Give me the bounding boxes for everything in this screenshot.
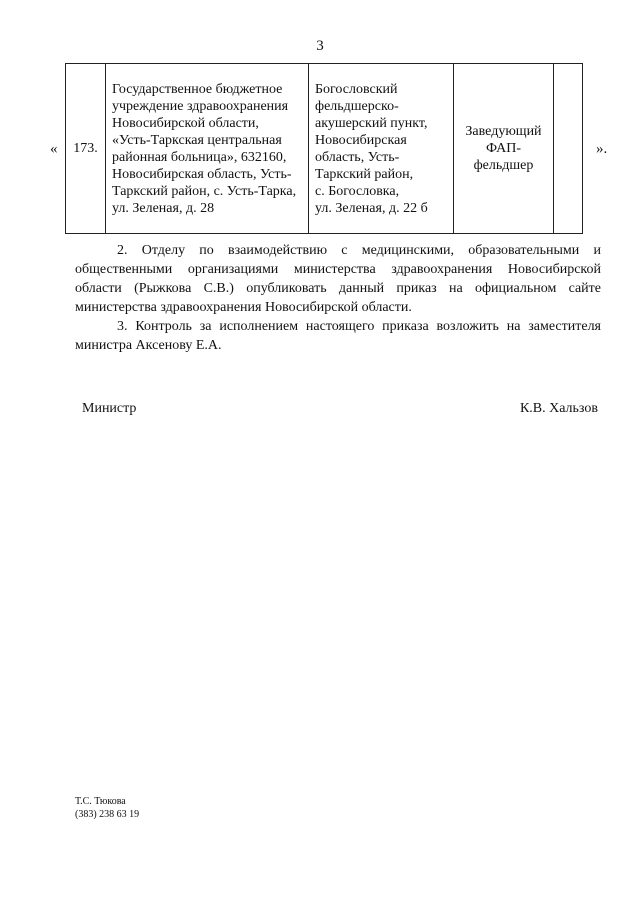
fap-line: область, Усть-: [315, 149, 400, 165]
organization-line: «Усть-Таркская центральная: [112, 132, 282, 148]
signature-name: К.В. Хальзов: [519, 401, 598, 416]
quote-close-mark: ».: [596, 141, 608, 157]
paragraph-2: [75, 241, 601, 260]
page-number: 3: [316, 38, 324, 54]
organization-cell: [106, 64, 309, 234]
organization-line: Новосибирской области,: [112, 115, 259, 131]
position-line: Заведующий: [465, 124, 542, 139]
organization-line: Таркский район, с. Усть-Тарка,: [112, 183, 297, 199]
organization-line: учреждение здравоохранения: [112, 98, 289, 114]
appendix-table: [65, 63, 583, 234]
fap-line: фельдшерско-: [315, 98, 399, 114]
paragraph-line: министерства здравоохранения Новосибирской области.: [75, 300, 412, 315]
paragraph-3: [75, 317, 601, 336]
position-cell: [454, 64, 554, 234]
organization-line: ул. Зеленая, д. 28: [112, 200, 215, 216]
footer-contact: [75, 795, 139, 821]
fap-line: с. Богословка,: [315, 183, 400, 199]
fap-cell: [309, 64, 454, 234]
quote-open-mark: «: [50, 141, 58, 157]
table-row: [66, 64, 583, 234]
empty-cell: [554, 64, 583, 234]
fap-line: Таркский район,: [315, 166, 414, 182]
footer-phone: (383) 238 63 19: [75, 809, 140, 820]
fap-line: акушерский пункт,: [315, 115, 428, 131]
paragraph-line: области (Рыжкова С.В.) опубликовать данный приказ на официальном сайте: [75, 281, 601, 296]
paragraph-line: 3. Контроль за исполнением настоящего приказа возложить на заместителя: [117, 319, 601, 334]
paragraph-line: 2. Отделу по взаимодействию с медицинскими, образовательными и: [117, 243, 601, 258]
fap-line: Богословский: [315, 81, 398, 97]
fap-line: Новосибирская: [315, 132, 407, 148]
row-number-cell: 173.: [66, 64, 106, 234]
paragraph-line: министра Аксенову Е.А.: [75, 338, 222, 353]
organization-line: Новосибирская область, Усть-: [112, 166, 292, 182]
organization-line: Государственное бюджетное: [112, 81, 283, 97]
footer-author: Т.С. Тюкова: [75, 796, 126, 807]
organization-line: районная больница», 632160,: [112, 149, 287, 165]
position-line: фельдшер: [473, 158, 534, 173]
signature-title: Министр: [82, 401, 137, 416]
position-line: ФАП-: [485, 141, 522, 156]
paragraph-line: общественными организациями министерства здравоохранения Новосибирской: [75, 262, 601, 277]
fap-line: ул. Зеленая, д. 22 б: [315, 200, 428, 216]
order-body: [75, 241, 601, 355]
